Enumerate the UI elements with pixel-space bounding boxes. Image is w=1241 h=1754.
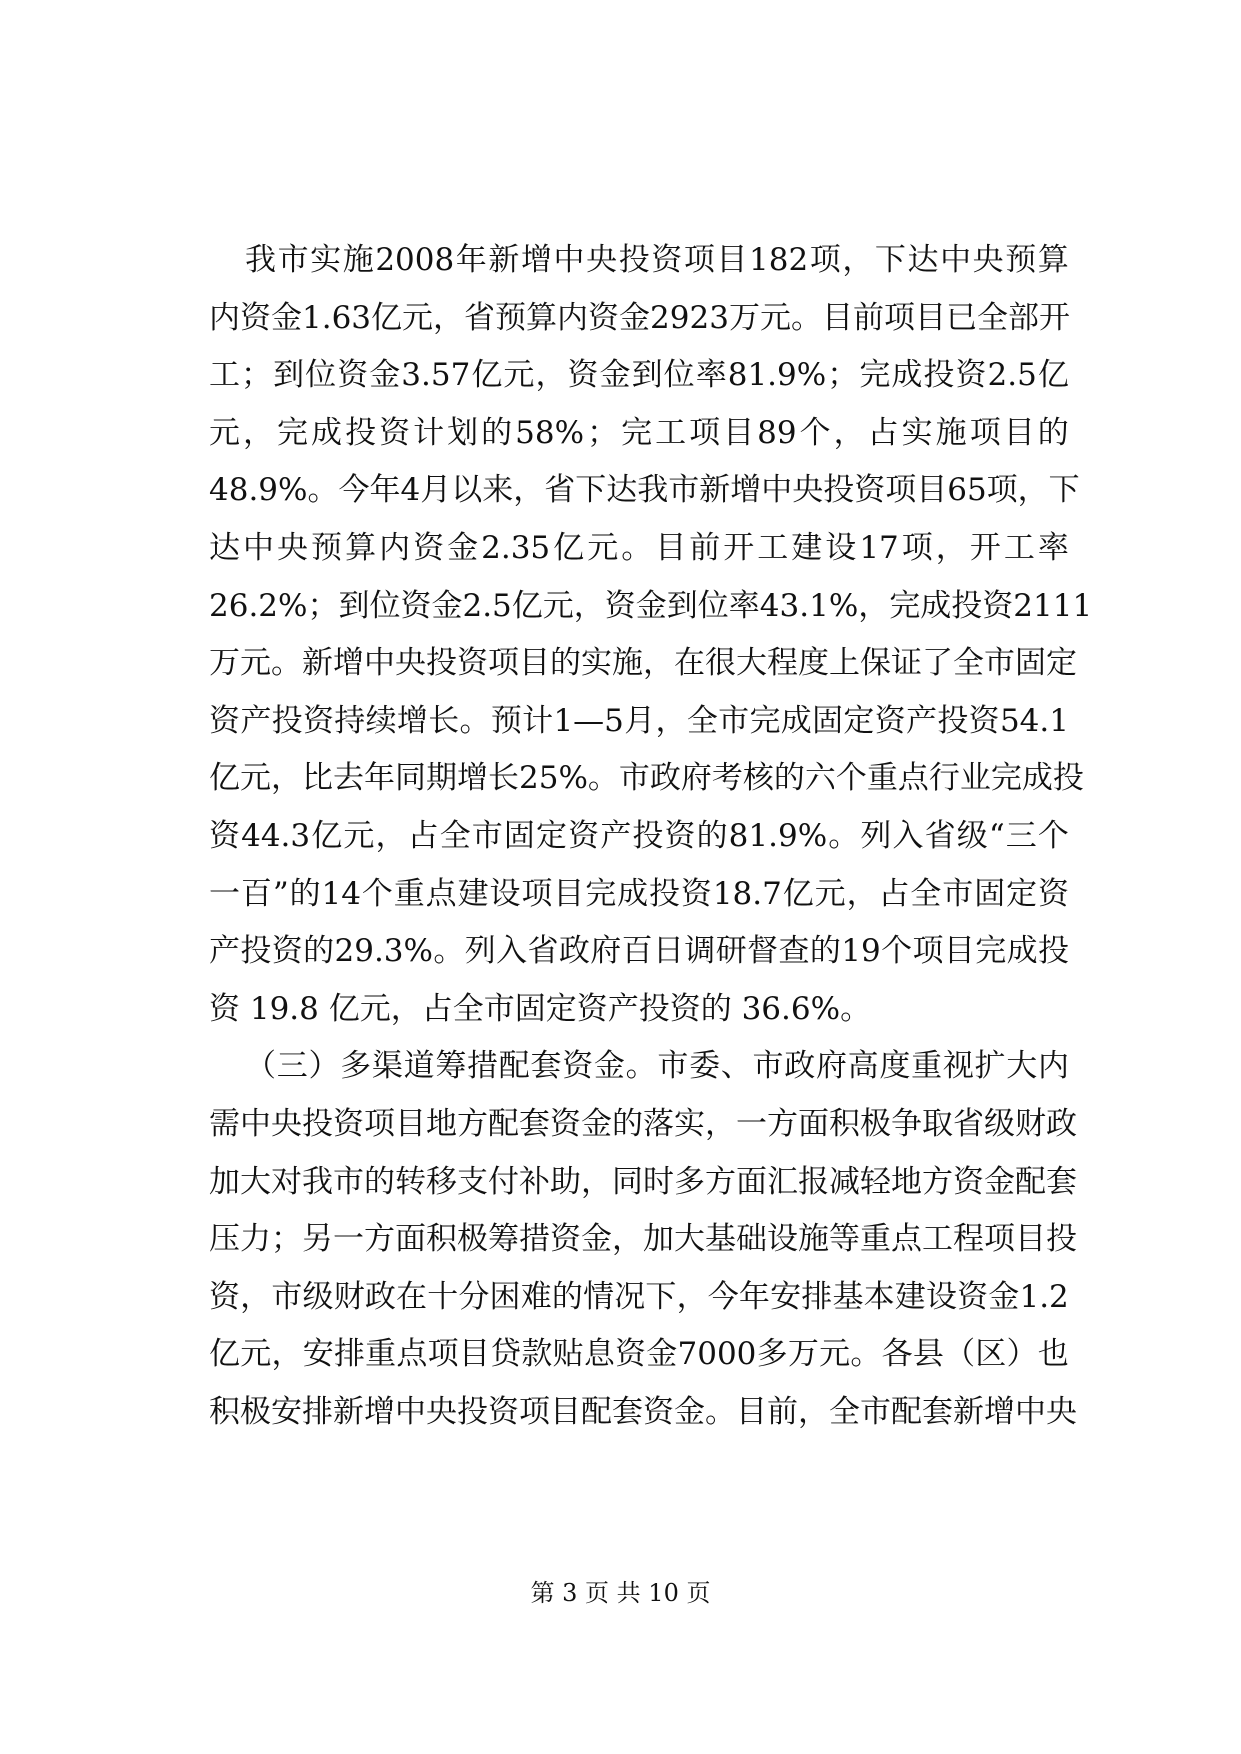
text-line: 万 元 。 新 增 中 央 投 资 项 目 的 实 施 ， 在 很 大 程 度 上 保 证 了 全 市 固 定 [209, 645, 1077, 682]
text-line: 产 投 资 的 29.3% 。 列 入 省 政 府 百 日 调 研 督 查 的 19 个 项 目 完 成 投 [209, 933, 1069, 970]
text-line: 我 市 实 施 2008 年 新 增 中 央 投 资 项 目 182 项 ， 下 达 中 央 预 算 [245, 242, 1069, 278]
document-body [209, 232, 1093, 1441]
text-line: 积 极 安 排 新 增 中 央 投 资 项 目 配 套 资 金 。 目 前 ， 全 市 配 套 新 增 中 央 [209, 1393, 1077, 1430]
text-line: 压 力 ； 另 一 方 面 积 极 筹 措 资 金 ， 加 大 基 础 设 施 等 重 点 工 程 项 目 投 [209, 1221, 1077, 1258]
text-line: 加 大 对 我 市 的 转 移 支 付 补 助 ， 同 时 多 方 面 汇 报 减 轻 地 方 资 金 配 套 [209, 1163, 1077, 1200]
text-line: 资 19.8 亿元，占全市固定资产投资的 36.6%。 [209, 990, 872, 1027]
text-line: 资 产 投 资 持 续 增 长 。 预 计 1—5 月 ， 全 市 完 成 固 定 资 产 投 资 54.1 [209, 702, 1069, 739]
paragraph-matching-funds [209, 1038, 1077, 1441]
text-line: （ 三 ） 多 渠 道 筹 措 配 套 资 金 。 市 委 、 市 政 府 高 度 重 视 扩 大 内 [245, 1048, 1069, 1085]
text-line: 达 中 央 预 算 内 资 金 2.35 亿 元 。 目 前 开 工 建 设 17 项 ， 开 工 率 [209, 529, 1069, 566]
paragraph-investment-progress [209, 232, 1093, 1038]
text-line: 需 中 央 投 资 项 目 地 方 配 套 资 金 的 落 实 ， 一 方 面 积 极 争 取 省 级 财 政 [209, 1105, 1077, 1142]
text-line: 资 ， 市 级 财 政 在 十 分 困 难 的 情 况 下 ， 今 年 安 排 基 本 建 设 资 金 1.2 [209, 1278, 1069, 1315]
text-line: 48.9% 。 今 年 4 月 以 来 ， 省 下 达 我 市 新 增 中 央 投 资 项 目 65 项 ， 下 [209, 472, 1080, 509]
text-line: 一 百 ” 的 14 个 重 点 建 设 项 目 完 成 投 资 18.7 亿 元 ， 占 全 市 固 定 资 [209, 875, 1069, 912]
text-line: 内 资 金 1.63 亿 元 ， 省 预 算 内 资 金 2923 万 元 。 目 前 项 目 已 全 部 开 [209, 299, 1070, 336]
text-line: 亿 元 ， 比 去 年 同 期 增 长 25% 。 市 政 府 考 核 的 六 个 重 点 行 业 完 成 投 [209, 760, 1084, 797]
text-line: 亿 元 ， 安 排 重 点 项 目 贷 款 贴 息 资 金 7000 多 万 元 。 各 县 （ 区 ） 也 [209, 1336, 1069, 1373]
text-line: 资 44.3 亿 元 ， 占 全 市 固 定 资 产 投 资 的 81.9% 。 列 入 省 级 “ 三 个 [209, 817, 1069, 854]
text-line: 26.2% ； 到 位 资 金 2.5 亿 元 ， 资 金 到 位 率 43.1% ， 完 成 投 资 2111 [209, 587, 1093, 624]
text-line: 工 ； 到 位 资 金 3.57 亿 元 ， 资 金 到 位 率 81.9% ； 完 成 投 资 2.5 亿 [209, 357, 1069, 394]
text-line: 元 ， 完 成 投 资 计 划 的 58% ； 完 工 项 目 89 个 ， 占 实 施 项 目 的 [209, 414, 1069, 451]
page-footer: 第 3 页 共 10 页 [530, 1579, 711, 1607]
